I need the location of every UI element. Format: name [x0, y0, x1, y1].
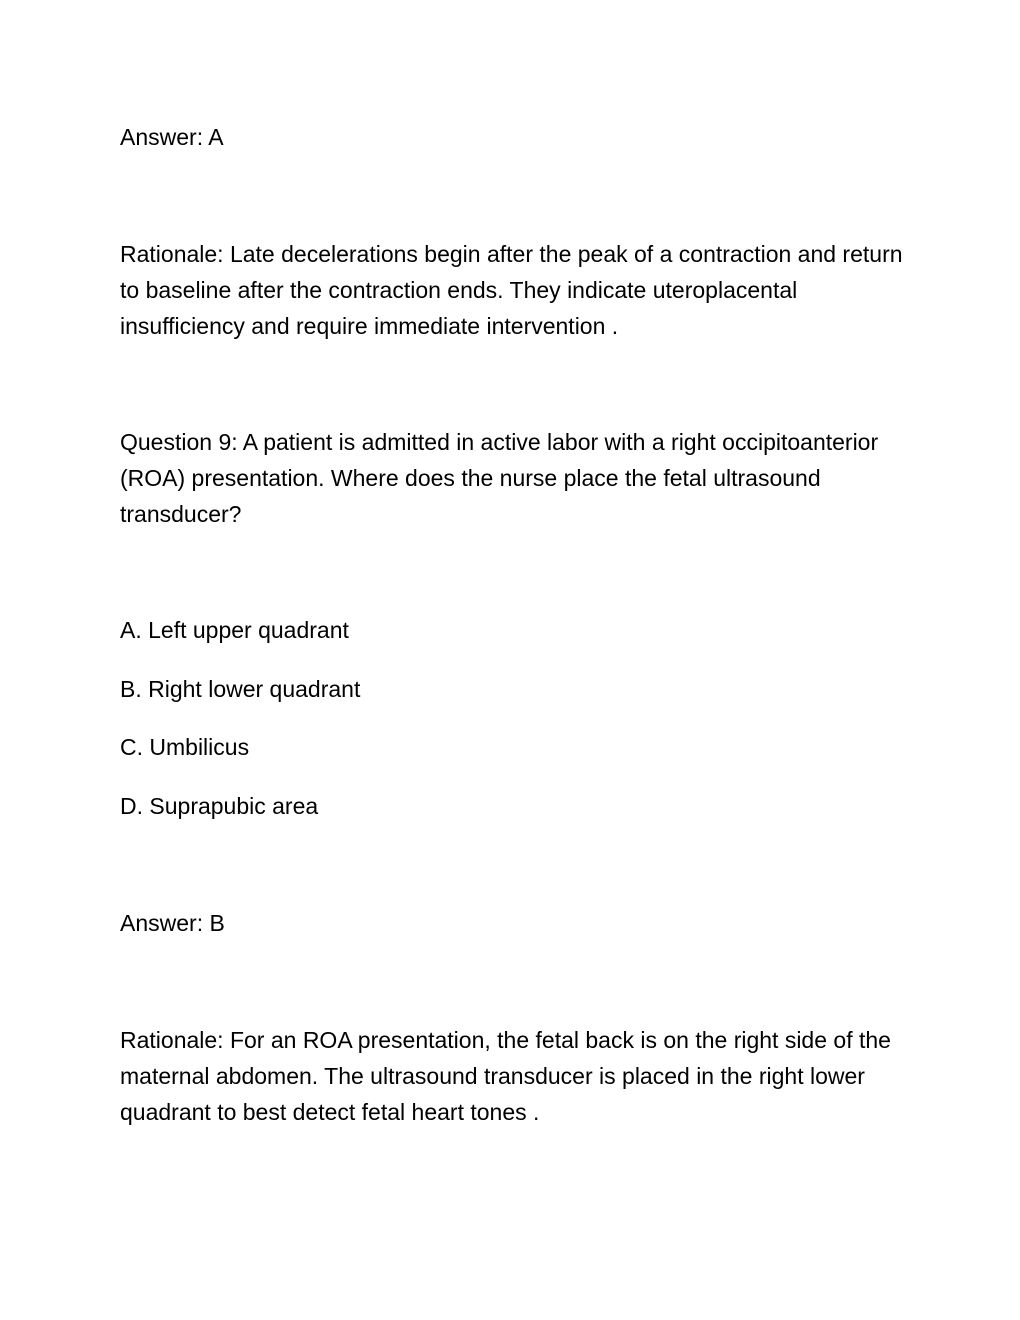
- rationale-roa-presentation: Rationale: For an ROA presentation, the fetal back is on the right side of the maternal abdomen. The ultrasound transducer is placed in the right lower quadrant to best detect fetal heart tones .: [120, 1027, 891, 1125]
- rationale-late-decelerations: Rationale: Late decelerations begin after the peak of a contraction and return to baseline after the contraction ends. They indicate uteroplacental insufficiency and require immediate intervention .: [120, 241, 903, 339]
- option-c: C. Umbilicus: [120, 734, 250, 760]
- option-b: B. Right lower quadrant: [120, 676, 361, 702]
- question-9-text: Question 9: A patient is admitted in active labor with a right occipitoanterior (ROA) presentation. Where does the nurse place the fetal ultrasound transducer?: [120, 429, 879, 527]
- option-d: D. Suprapubic area: [120, 793, 319, 819]
- answer-a-text: Answer: A: [120, 124, 224, 150]
- option-a: A. Left upper quadrant: [120, 617, 349, 643]
- answer-b-text: Answer: B: [120, 910, 225, 936]
